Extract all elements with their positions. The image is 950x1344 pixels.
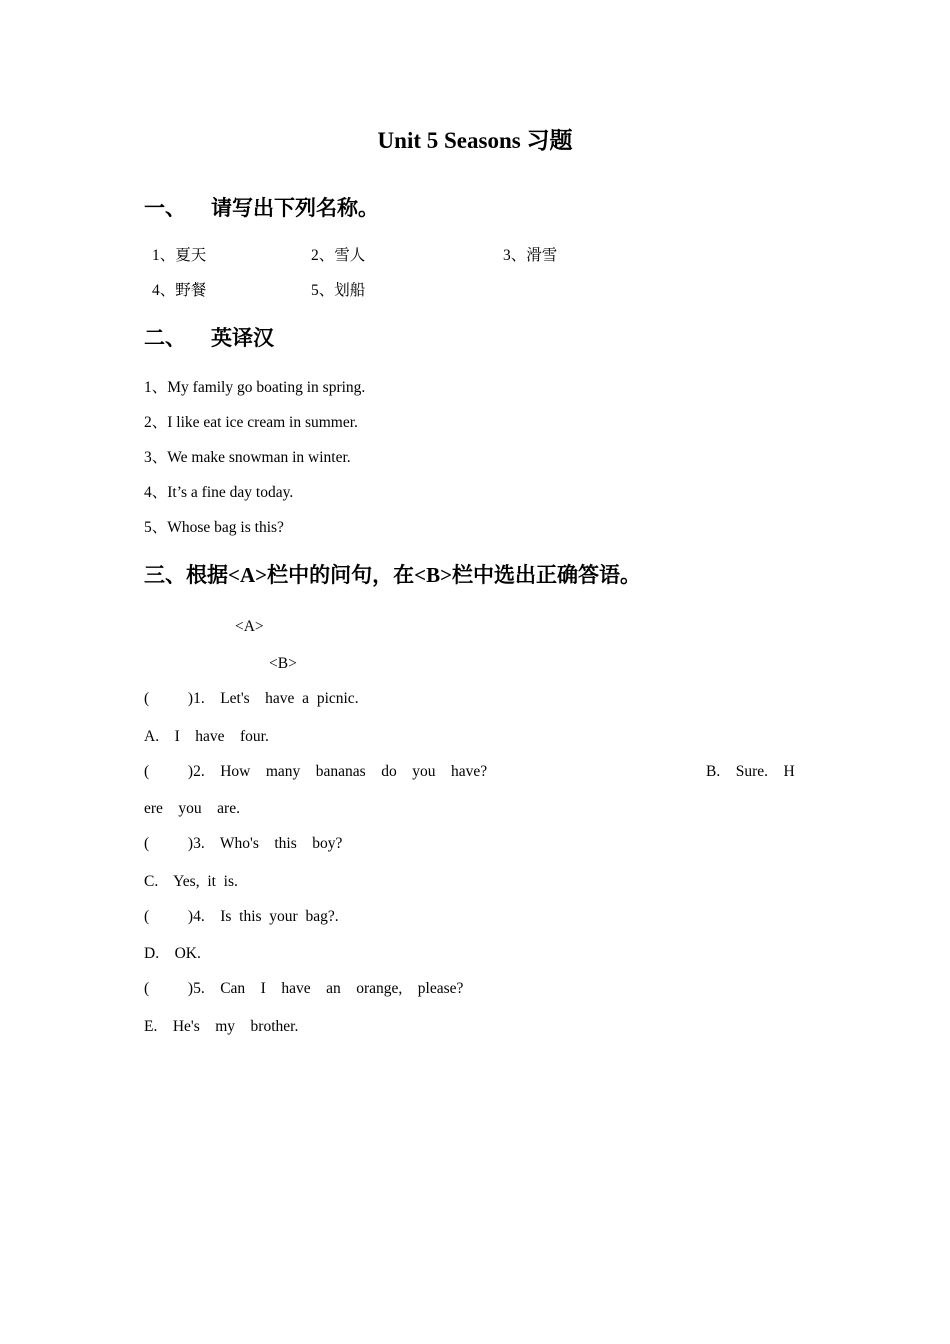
question-5: ( )5. Can I have an orange, please? — [144, 980, 464, 997]
column-b-label: <B> — [269, 655, 297, 672]
section-3-title: 三、根据<A>栏中的问句，在<B>栏中选出正确答语。 — [144, 563, 642, 587]
section-2-item-5: 5、Whose bag is this? — [144, 519, 284, 536]
section-2-item-3: 3、We make snowman in winter. — [144, 449, 351, 466]
answer-c: C. Yes, it is. — [144, 873, 238, 890]
answer-a: A. I have four. — [144, 728, 269, 745]
question-2: ( )2. How many bananas do you have? — [144, 763, 488, 780]
section-1-title: 请写出下列名称。 — [211, 196, 379, 220]
answer-b-start: B. Sure. H — [706, 763, 795, 780]
column-a-label: <A> — [235, 618, 264, 635]
section-2-item-2: 2、I like eat ice cream in summer. — [144, 414, 358, 431]
section-2-item-4: 4、It’s a fine day today. — [144, 484, 294, 501]
section-1-item-2: 2、雪人 — [311, 247, 366, 264]
answer-e: E. He's my brother. — [144, 1018, 299, 1035]
section-2-number: 二、 — [144, 326, 186, 350]
section-2-title: 英译汉 — [211, 326, 274, 350]
section-1-number: 一、 — [144, 196, 186, 220]
answer-d: D. OK. — [144, 945, 201, 962]
section-1-item-5: 5、划船 — [311, 282, 366, 299]
answer-b-continued: ere you are. — [144, 800, 240, 817]
section-1-item-3: 3、滑雪 — [503, 247, 558, 264]
section-1-item-1: 1、夏天 — [152, 247, 207, 264]
page-title: Unit 5 Seasons 习题 — [377, 128, 573, 153]
question-3: ( )3. Who's this boy? — [144, 835, 343, 852]
question-4: ( )4. Is this your bag?. — [144, 908, 339, 925]
section-1-item-4: 4、野餐 — [152, 282, 207, 299]
question-1: ( )1. Let's have a picnic. — [144, 690, 359, 707]
section-2-item-1: 1、My family go boating in spring. — [144, 379, 366, 396]
